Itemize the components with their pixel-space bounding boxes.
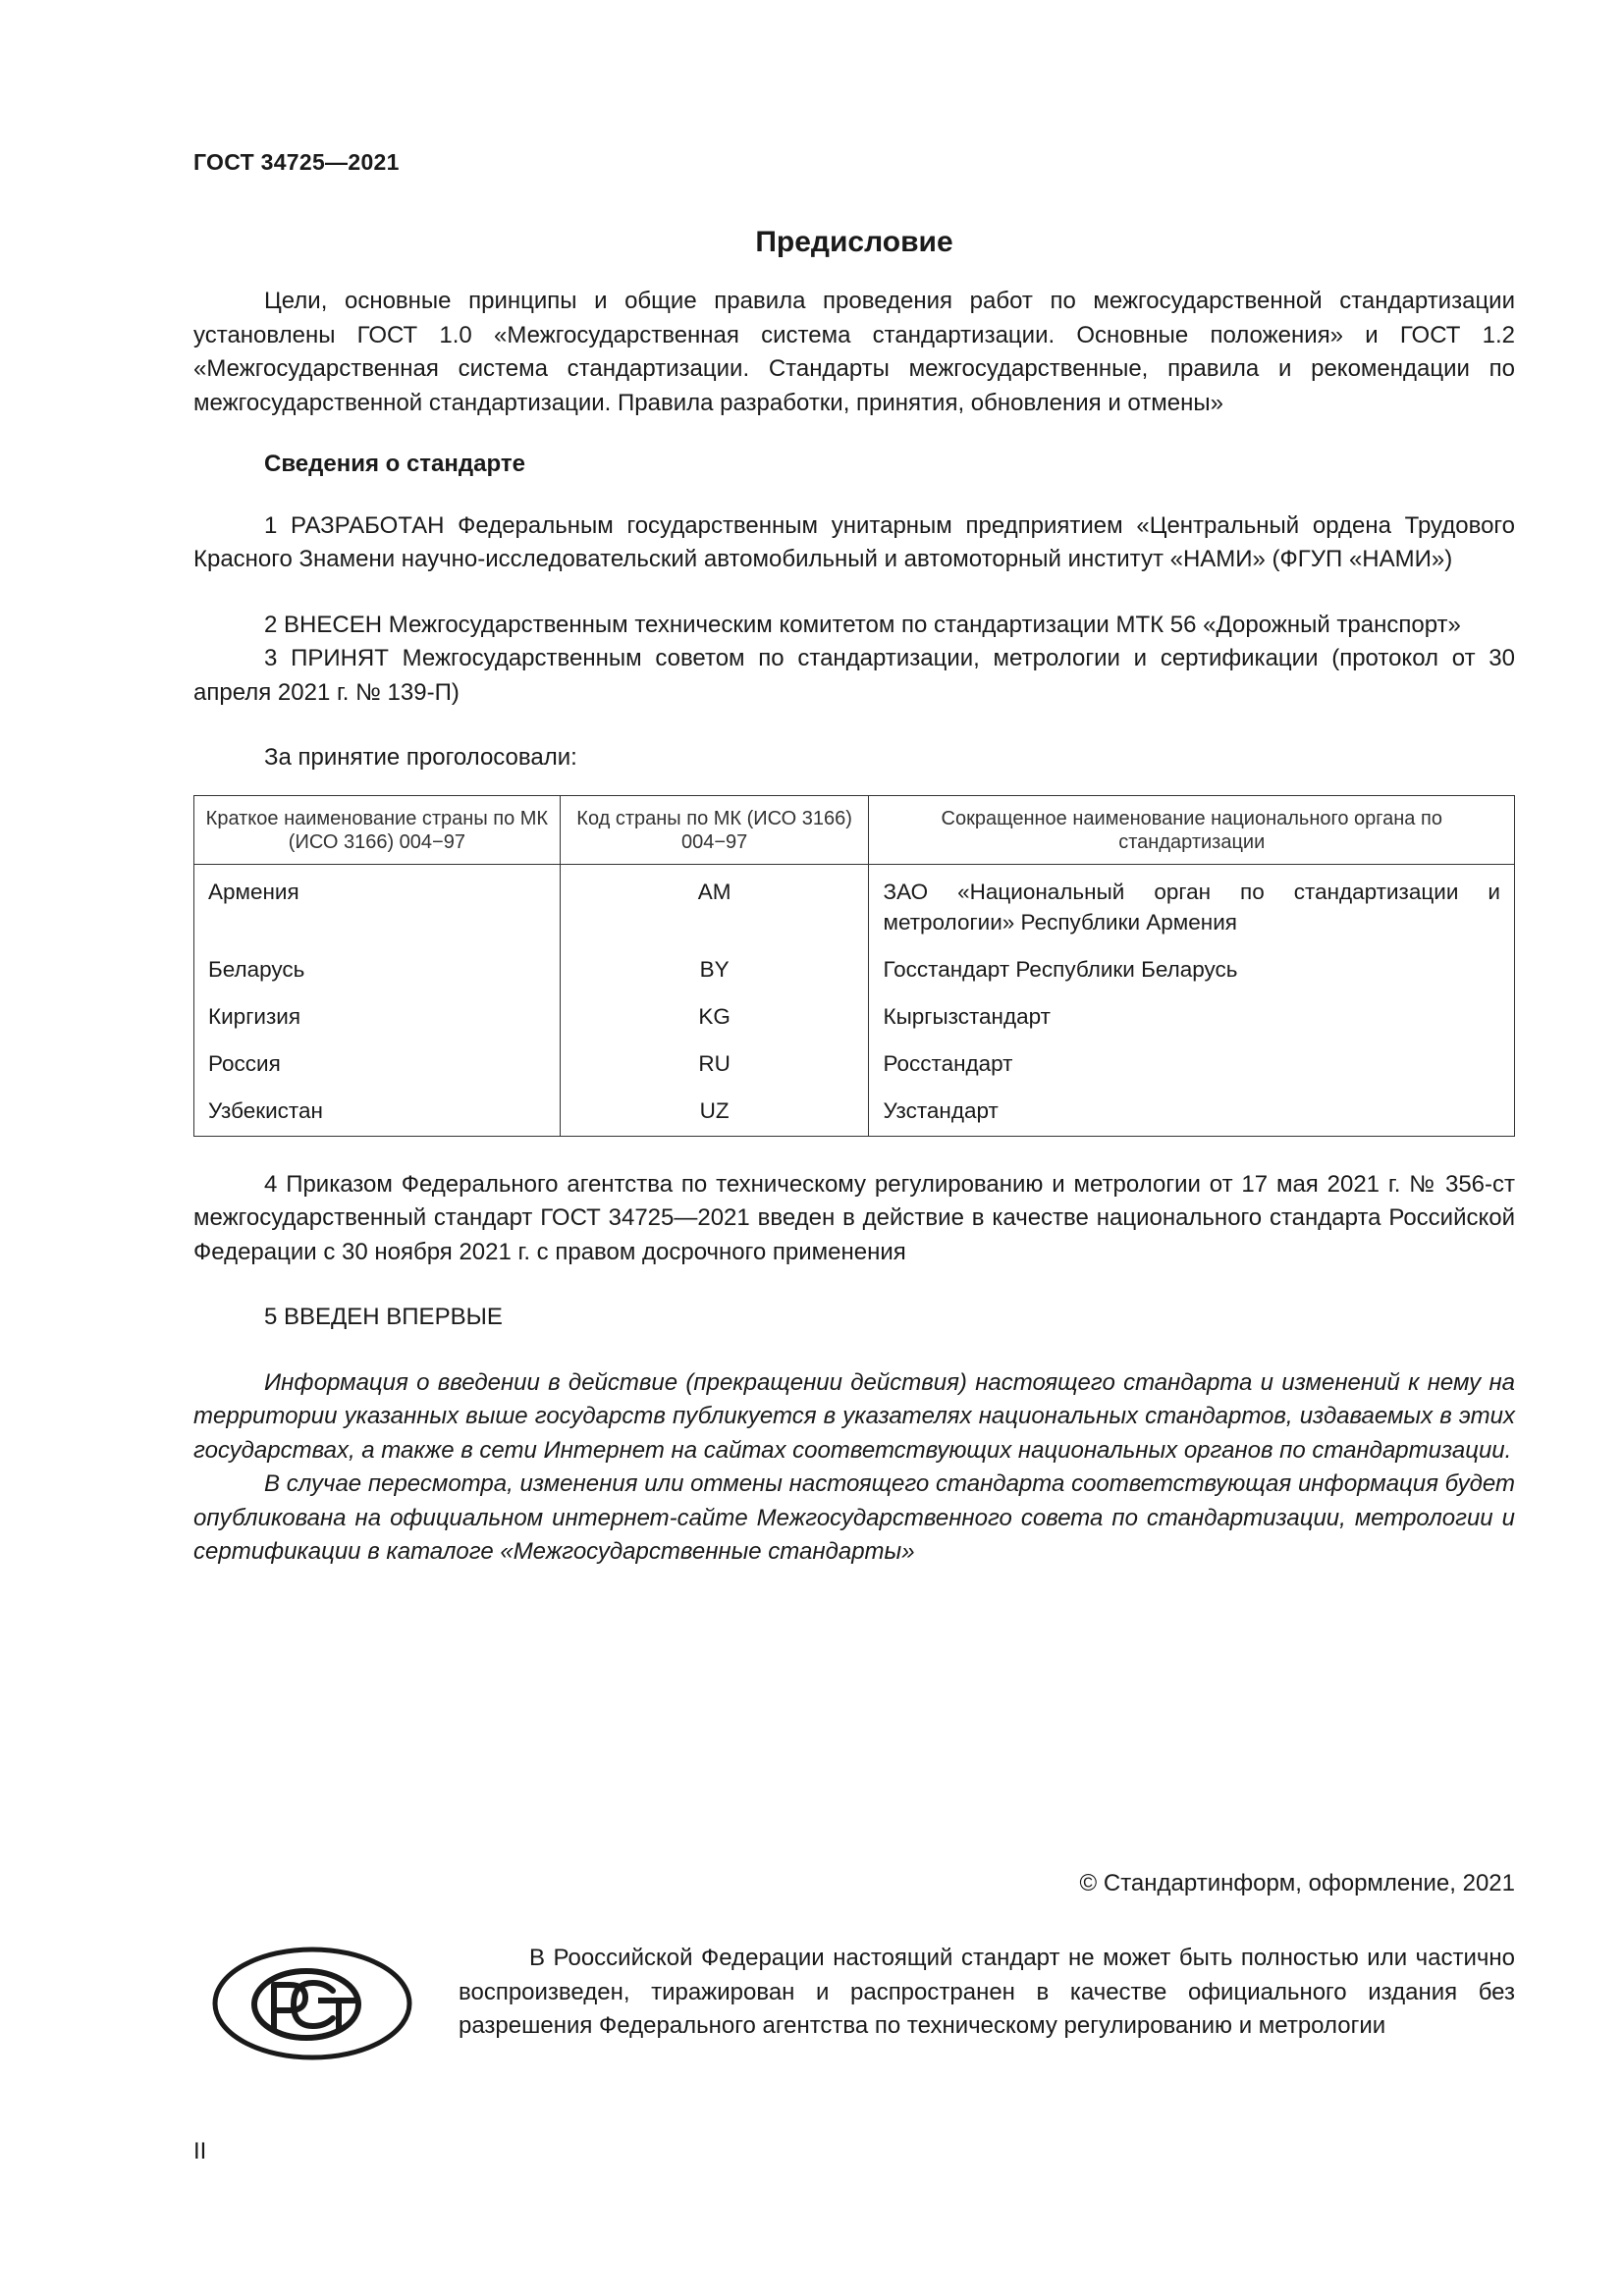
organ-cell: ЗАО «Национальный орган по стандартизации и метрологии» Республики Армения [869,864,1515,940]
intro-paragraph: Цели, основные принципы и общие правила проведения работ по межгосударственной стандартизации установлены ГОСТ 1.0 «Межгосударственная система стандартизации. Основные положения» и ГОСТ 1.2 «Межгосударственная система стандартизации. Стандарты межгосударственные, правила и рекомендации по межгосударственной стандартизации. Правила разработки, принятия, обновления и отмены» [193,288,1515,416]
table-header-organ: Сокращенное наименование национального органа по стандартизации [869,795,1515,864]
code-cell: UZ [560,1082,869,1137]
table-row [194,1035,1515,1082]
country-cell: Узбекистан [194,1082,561,1137]
table-header-code: Код страны по МК (ИСО 3166) 004−97 [560,795,869,864]
code-cell: BY [560,940,869,988]
table-row [194,864,1515,940]
page-number: II [193,2138,207,2164]
item-order: 4 Приказом Федерального агентства по техническому регулированию и метрологии от 17 мая 2021 г. № 356-ст межгосударственный стандарт ГОСТ 34725—2021 введен в действие в качестве национального стандарта Российской Федерации с 30 ноября 2021 г. с правом досрочного применения [193,1170,1515,1265]
country-cell: Россия [194,1035,561,1082]
code-cell: RU [560,1035,869,1082]
info-paragraph: Информация о введении в действие (прекращении действия) настоящего стандарта и изменений к нему на территории указанных выше государств публикуется в указателях национальных стандартов, издаваемых в этих государствах, а также в сети Интернет на сайтах соответствующих национальных органов по стандартизации. [193,1368,1515,1464]
table-row [194,1082,1515,1137]
document-code: ГОСТ 34725—2021 [193,149,400,175]
organ-cell: Узстандарт [869,1082,1515,1137]
country-cell: Беларусь [194,940,561,988]
country-cell: Киргизия [194,988,561,1035]
item-adopted: 3 ПРИНЯТ Межгосударственным советом по стандартизации, метрологии и сертификации (протокол от 30 апреля 2021 г. № 139-П) [193,645,1515,706]
table-header-country: Краткое наименование страны по МК (ИСО 3166) 004−97 [194,795,561,864]
copyright-line: © Стандартинформ, оформление, 2021 [1079,1870,1515,1896]
organ-cell: Госстандарт Республики Беларусь [869,940,1515,988]
item-developed: 1 РАЗРАБОТАН Федеральным государственным унитарным предприятием «Центральный ордена Трудового Красного Знамени научно-исследовательский автомобильный и автомоторный институт «НАМИ» (ФГУП «НАМИ») [193,511,1515,572]
table-header-row [194,795,1515,864]
page-title: Предисловие [755,226,953,258]
country-cell: Армения [194,864,561,940]
rst-certification-mark-icon [211,1946,413,2061]
organ-cell: Росстандарт [869,1035,1515,1082]
reproduction-notice: В Роосcийской Федерации настоящий стандарт не может быть полностью или частично воспроизведен, тиражирован и распространен в качестве официального издания без разрешения Федерального агентства по техническому регулированию и метрологии [459,1945,1515,2039]
item-first-time: 5 ВВЕДЕН ВПЕРВЫЕ [264,1304,503,1330]
voted-label: За принятие проголосовали: [264,744,577,771]
table-row [194,988,1515,1035]
info-paragraph: В случае пересмотра, изменения или отмены настоящего стандарта соответствующая информация будет опубликована на официальном интернет-сайте Межгосударственного совета по стандартизации, метрологии и сертификации в каталоге «Межгосударственные стандарты» [193,1470,1515,1565]
item-introduced: 2 ВНЕСЕН Межгосударственным техническим комитетом по стандартизации МТК 56 «Дорожный транспорт» [264,611,1461,638]
code-cell: AM [560,864,869,940]
voting-table [193,795,1515,1137]
organ-cell: Кыргызстандарт [869,988,1515,1035]
table-row [194,940,1515,988]
foreword-content [193,285,1515,1570]
section-heading: Сведения о стандарте [264,451,525,477]
code-cell: KG [560,988,869,1035]
